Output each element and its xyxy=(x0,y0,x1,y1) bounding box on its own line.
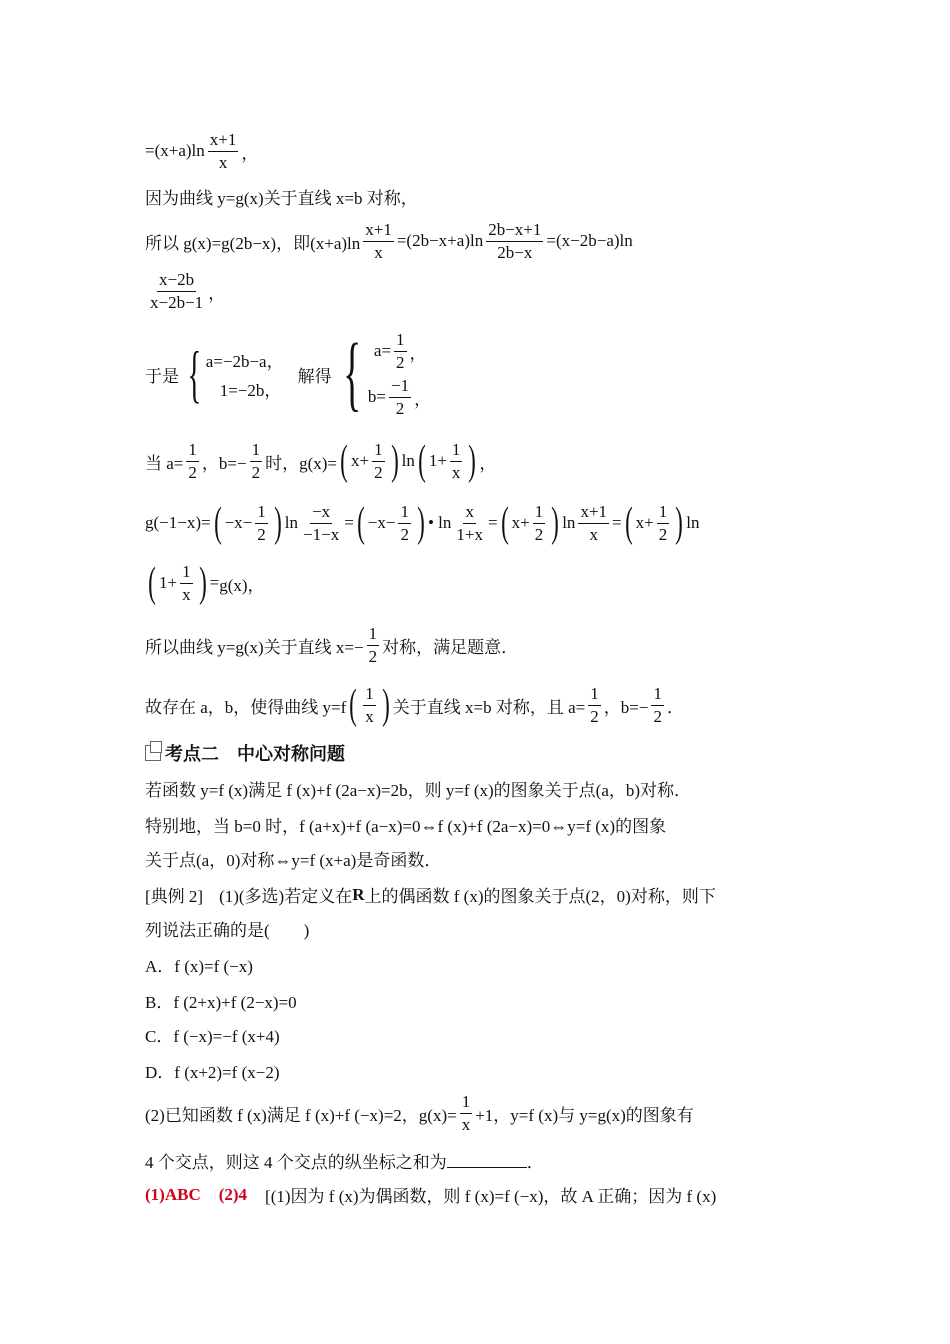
numerator: x xyxy=(463,502,476,524)
numerator: x+1 xyxy=(578,502,609,524)
numerator: 2b−x+1 xyxy=(486,220,543,242)
example-label: [典例 2] xyxy=(145,887,204,906)
text: 对称，满足题意． xyxy=(382,637,519,657)
fraction xyxy=(367,624,380,666)
left-brace: { xyxy=(187,338,202,410)
numerator: 1 xyxy=(398,502,411,524)
example-question-1-cont xyxy=(145,916,309,941)
paren-group: ( 1+ $\frac{1}{x}$ ) xyxy=(148,560,207,607)
denominator: x xyxy=(374,242,383,262)
fraction xyxy=(255,502,268,544)
punct: ． xyxy=(526,1153,544,1172)
denominator: 2 xyxy=(257,524,266,544)
denominator: 1+x xyxy=(456,524,484,544)
example-question-1 xyxy=(145,882,716,907)
text: C．f (−x)=−f (x+4) xyxy=(145,1027,280,1046)
system-row xyxy=(368,330,431,372)
paren-group: ( $\frac{1}{x}$ ) xyxy=(349,682,390,729)
text: 上的偶函数 f (x)的图象关于点(2，0)对称，则下 xyxy=(364,887,716,906)
derivation-line-3 xyxy=(145,220,633,262)
punct: ， xyxy=(241,143,259,163)
fraction xyxy=(578,502,609,544)
numerator: 1 xyxy=(186,440,199,462)
text: = xyxy=(612,513,622,533)
text: ln xyxy=(562,513,576,533)
numerator: 1 xyxy=(372,440,385,462)
numerator: 1 xyxy=(450,440,463,462)
answer-2: (2)4 xyxy=(218,1184,248,1204)
fraction xyxy=(363,684,376,726)
text: x+ xyxy=(511,513,530,533)
fraction xyxy=(450,440,463,482)
numerator: 1 xyxy=(533,502,546,524)
punct: ， xyxy=(208,283,226,303)
numerator: 1 xyxy=(657,502,670,524)
paren-group: ( −x− $\frac{1}{2}$ ) xyxy=(213,500,282,547)
fraction xyxy=(389,376,411,418)
text: ln xyxy=(284,513,299,533)
denominator: 2 xyxy=(658,524,668,544)
text: −x− xyxy=(367,513,396,533)
numerator: x+1 xyxy=(208,130,239,152)
punct: ， xyxy=(414,389,432,409)
numerator: −x xyxy=(310,502,332,524)
text: [(1)因为 f (x)为偶函数，则 f (x)=f (−x)，故 A 正确；因为 f (x) xyxy=(265,1187,717,1206)
text: g(x)， xyxy=(219,575,265,595)
fraction xyxy=(651,684,664,726)
numerator: 1 xyxy=(255,502,268,524)
numerator: 1 xyxy=(394,330,407,352)
fraction xyxy=(363,220,394,262)
section-heading xyxy=(145,740,345,766)
fraction xyxy=(372,440,385,482)
text: +1，y=f (x)与 y=g(x)的图象有 xyxy=(475,1105,694,1125)
text: (2)已知函数 f (x)满足 f (x)+f (−x)=2，g(x)= xyxy=(145,1105,457,1125)
option-d xyxy=(145,1058,280,1083)
text: R xyxy=(352,884,365,904)
text: (1)(多选)若定义在 xyxy=(219,887,353,906)
denominator: x−2b−1 xyxy=(150,292,204,312)
denominator: 2 xyxy=(188,462,197,482)
paren-group: ( x+ $\frac{1}{2}$ ) xyxy=(624,500,684,547)
punct: ， xyxy=(409,343,427,363)
text: 关于点(a，0)对称⇔y=f (x+a)是奇函数． xyxy=(145,851,442,870)
text: ，b=− xyxy=(603,697,649,717)
numerator: 1 xyxy=(180,562,193,584)
equation-systems xyxy=(145,327,432,421)
derivation-line-9 xyxy=(145,624,518,666)
text: −x− xyxy=(224,513,253,533)
numerator: 1 xyxy=(363,684,376,706)
example-question-2-cont xyxy=(145,1148,544,1173)
answer-line xyxy=(145,1182,716,1207)
fraction xyxy=(394,330,407,372)
fraction xyxy=(301,502,341,544)
text: x+ xyxy=(635,513,654,533)
text: B．f (2+x)+f (2−x)=0 xyxy=(145,993,297,1012)
punct: ， xyxy=(479,453,497,473)
answer-1: (1)ABC xyxy=(145,1184,201,1204)
text: =(2b−x+a)ln xyxy=(396,231,484,251)
numerator: 1 xyxy=(367,624,380,646)
text: 故存在 a，b，使得曲线 y=f xyxy=(145,697,347,717)
paren-group: ( x+ $\frac{1}{2}$ ) xyxy=(500,500,560,547)
numerator: x−2b xyxy=(157,270,196,292)
denominator: 2 xyxy=(653,706,662,726)
heading-text: 考点二 中心对称问题 xyxy=(165,744,345,765)
system-row xyxy=(368,376,431,418)
text: 时，g(x)= xyxy=(265,453,337,473)
numerator: 1 xyxy=(588,684,601,706)
section-icon xyxy=(145,745,161,761)
text: 于是 xyxy=(145,366,179,386)
denominator: x xyxy=(589,524,598,544)
text: 1+ xyxy=(159,573,178,593)
option-b xyxy=(145,988,297,1013)
fraction xyxy=(148,270,205,312)
derivation-line-10 xyxy=(145,682,684,729)
text: =(x+a)ln xyxy=(145,141,205,161)
denominator: 2 xyxy=(395,398,405,418)
text: 当 a= xyxy=(145,453,184,473)
text: = xyxy=(488,513,498,533)
text: ln xyxy=(401,451,415,471)
text: a= xyxy=(373,341,392,361)
text: 1+ xyxy=(428,451,447,471)
derivation-line-1 xyxy=(145,130,258,172)
numerator: 1 xyxy=(460,1092,473,1114)
fraction xyxy=(186,440,199,482)
denominator: 2 xyxy=(368,646,378,666)
fraction xyxy=(454,502,485,544)
fraction xyxy=(533,502,546,544)
text: ，b=− xyxy=(201,453,247,473)
denominator: −1−x xyxy=(303,524,340,544)
text: 若函数 y=f (x)满足 f (x)+f (2a−x)=2b，则 y=f (x)的图象关于点(a，b)对称． xyxy=(145,781,692,800)
paren-group: ( x+ $\frac{1}{2}$ ) xyxy=(340,438,399,485)
answer-blank xyxy=(447,1153,527,1168)
denominator: x xyxy=(182,584,191,604)
numerator: 1 xyxy=(651,684,664,706)
numerator: 1 xyxy=(250,440,263,462)
denominator: 2b−x xyxy=(497,242,533,262)
text: 所以 g(x)=g(2b−x)，即(x+a)ln xyxy=(145,233,361,253)
denominator: 2 xyxy=(400,524,409,544)
text: D．f (x+2)=f (x−2) xyxy=(145,1063,280,1082)
paragraph-3 xyxy=(145,846,441,871)
denominator: x xyxy=(461,1114,471,1134)
left-brace: { xyxy=(342,327,361,421)
paren-group: ( −x− $\frac{1}{2}$ ) xyxy=(356,500,425,547)
fraction xyxy=(588,684,601,726)
text: 4 个交点，则这 4 个交点的纵坐标之和为 xyxy=(145,1153,447,1172)
fraction xyxy=(208,130,239,172)
denominator: 2 xyxy=(251,462,261,482)
denominator: x xyxy=(451,462,461,482)
paragraph-1 xyxy=(145,776,691,801)
denominator: 2 xyxy=(374,462,383,482)
denominator: x xyxy=(365,706,374,726)
fraction xyxy=(250,440,263,482)
text: x+ xyxy=(351,451,370,471)
text: 特别地，当 b=0 时，f (a+x)+f (a−x)=0⇔f (x)+f (2a−x)=0⇔y=f (x)的图象 xyxy=(145,817,667,836)
fraction xyxy=(657,502,670,544)
numerator: x+1 xyxy=(363,220,394,242)
text: 解得 xyxy=(297,366,332,386)
text: • ln xyxy=(427,513,452,533)
system-1 xyxy=(179,338,284,410)
denominator: 2 xyxy=(396,352,405,372)
text: =(x−2b−a)ln xyxy=(546,231,633,251)
derivation-line-6 xyxy=(145,438,497,485)
system-row: 1=−2b， xyxy=(219,381,282,401)
text: 关于直线 x=b 对称，且 a= xyxy=(392,697,586,717)
fraction xyxy=(398,502,411,544)
punct: ． xyxy=(666,697,684,717)
fraction xyxy=(486,220,543,262)
example-question-2 xyxy=(145,1092,694,1134)
derivation-line-8 xyxy=(145,560,265,607)
denominator: 2 xyxy=(590,706,599,726)
text: = xyxy=(209,573,220,593)
paren-group: ( 1+ $\frac{1}{x}$ ) xyxy=(417,438,477,485)
text: b= xyxy=(367,387,386,407)
numerator: −1 xyxy=(389,376,411,398)
text: = xyxy=(344,513,354,533)
system-2 xyxy=(332,327,432,421)
system-row: a=−2b−a， xyxy=(205,352,284,372)
text: 列说法正确的是( ) xyxy=(145,921,310,940)
denominator: 2 xyxy=(534,524,544,544)
derivation-line-4 xyxy=(145,270,225,312)
derivation-line-7 xyxy=(145,500,700,547)
paragraph-2 xyxy=(145,812,666,837)
text: A．f (x)=f (−x) xyxy=(145,957,253,976)
derivation-line-2 xyxy=(145,184,418,209)
text: 所以曲线 y=g(x)关于直线 x=− xyxy=(145,637,364,657)
text: g(−1−x)= xyxy=(145,513,211,533)
denominator: x xyxy=(218,152,228,172)
option-a xyxy=(145,952,253,977)
option-c xyxy=(145,1022,280,1047)
text: 因为曲线 y=g(x)关于直线 x=b 对称， xyxy=(145,189,418,208)
fraction xyxy=(180,562,193,604)
fraction xyxy=(460,1092,473,1134)
text: ln xyxy=(686,513,700,533)
